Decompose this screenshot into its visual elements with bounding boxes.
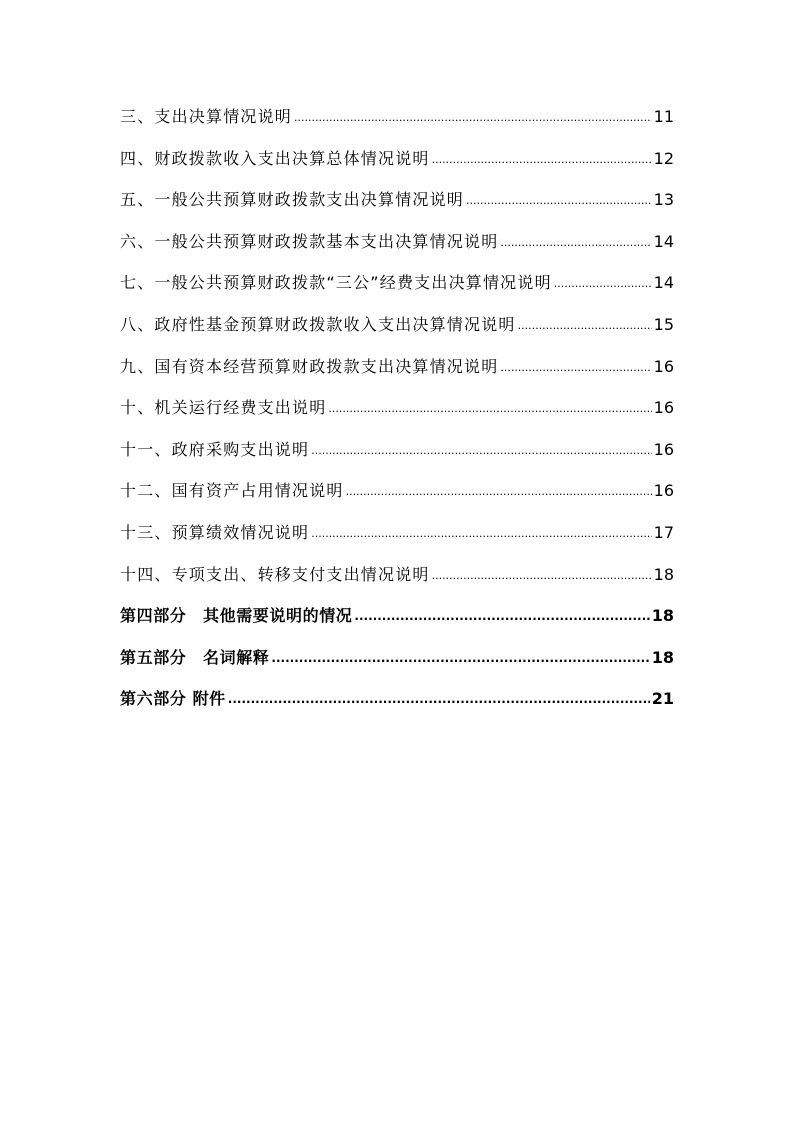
toc-entry-section-10[interactable] (120, 395, 674, 437)
toc-dot-leader (554, 271, 652, 297)
toc-entry-title: 第六部分 附件 (120, 689, 226, 709)
toc-page-number: 14 (653, 273, 674, 293)
toc-page-number: 18 (653, 564, 674, 584)
toc-entry-title: 七、一般公共预算财政拨款“三公”经费支出决算情况说明 (120, 273, 552, 293)
toc-entry-title: 第四部分 其他需要说明的情况 (120, 606, 353, 626)
toc-entry-title: 第五部分 名词解释 (120, 647, 270, 667)
toc-dot-leader (228, 686, 650, 712)
toc-entry-title: 四、财政拨款收入支出决算总体情况说明 (120, 148, 430, 168)
toc-entry-part-6[interactable] (120, 686, 674, 728)
toc-dot-leader (432, 563, 652, 589)
toc-page-number: 15 (653, 314, 674, 334)
toc-entry-section-5[interactable] (120, 187, 674, 229)
toc-dot-leader (328, 396, 651, 422)
toc-entry-section-4[interactable] (120, 146, 674, 188)
toc-dot-leader (518, 313, 652, 339)
toc-page-number: 16 (653, 481, 674, 501)
toc-entry-part-5[interactable] (120, 645, 674, 687)
toc-entry-part-4[interactable] (120, 603, 674, 645)
toc-dot-leader (271, 645, 649, 671)
toc-entry-section-7[interactable] (120, 270, 674, 312)
toc-dot-leader (500, 355, 651, 381)
toc-dot-leader (354, 603, 649, 629)
toc-dot-leader (311, 438, 651, 464)
toc-entry-section-11[interactable] (120, 437, 674, 479)
toc-dot-leader (346, 479, 652, 505)
toc-entry-title: 十、机关运行经费支出说明 (120, 398, 327, 418)
toc-dot-leader (432, 147, 652, 173)
toc-entry-section-9[interactable] (120, 354, 674, 396)
toc-page-number: 12 (653, 148, 674, 168)
toc-dot-leader (466, 188, 652, 214)
toc-page-number: 21 (651, 689, 674, 709)
toc-entry-title: 三、支出决算情况说明 (120, 107, 293, 126)
toc-page-number: 16 (653, 356, 674, 376)
toc-entry-section-14[interactable] (120, 562, 674, 604)
toc-page-number: 16 (653, 439, 674, 459)
table-of-contents (120, 104, 674, 728)
toc-entry-section-13[interactable] (120, 520, 674, 562)
toc-entry-title: 五、一般公共预算财政拨款支出决算情况说明 (120, 190, 465, 210)
toc-page-number: 11 (653, 107, 674, 126)
toc-page-number: 14 (653, 231, 674, 251)
toc-page-number: 16 (653, 398, 674, 418)
toc-entry-title: 八、政府性基金预算财政拨款收入支出决算情况说明 (120, 314, 516, 334)
toc-entry-section-12[interactable] (120, 478, 674, 520)
toc-entry-title: 十一、政府采购支出说明 (120, 439, 310, 459)
toc-dot-leader (500, 230, 651, 256)
toc-page-number: 18 (651, 647, 674, 667)
toc-page-number: 18 (651, 606, 674, 626)
toc-entry-section-6[interactable] (120, 229, 674, 271)
toc-dot-leader (294, 105, 652, 131)
toc-entry-title: 六、一般公共预算财政拨款基本支出决算情况说明 (120, 231, 499, 251)
toc-entry-section-8[interactable] (120, 312, 674, 354)
toc-entry-title: 十二、国有资产占用情况说明 (120, 481, 344, 501)
toc-dot-leader (311, 521, 651, 547)
toc-entry-title: 十四、专项支出、转移支付支出情况说明 (120, 564, 430, 584)
toc-entry-title: 十三、预算绩效情况说明 (120, 522, 310, 542)
toc-entry-title: 九、国有资本经营预算财政拨款支出决算情况说明 (120, 356, 499, 376)
toc-page-number: 13 (653, 190, 674, 210)
toc-page-number: 17 (653, 522, 674, 542)
toc-entry-section-3[interactable] (120, 104, 674, 146)
